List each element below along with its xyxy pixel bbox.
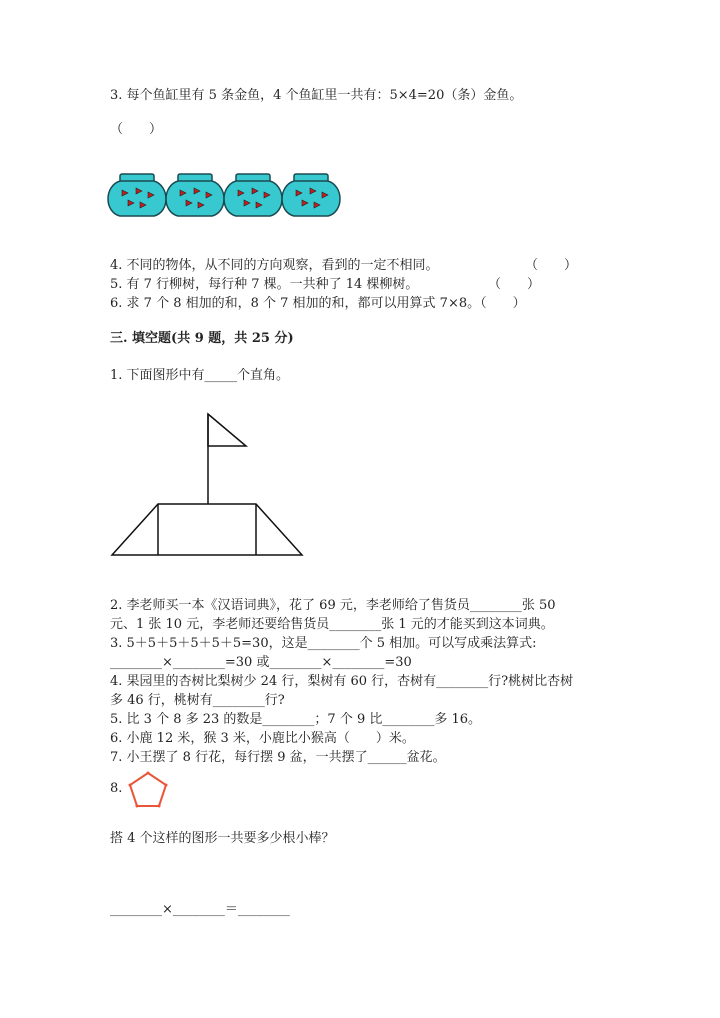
- fill-q5: 5. 比 3 个 8 多 23 的数是________；7 个 9 比________多 16。: [110, 712, 482, 727]
- judge-q3-paren[interactable]: （ ）: [110, 122, 163, 137]
- fishbowl-icon: [224, 174, 282, 216]
- judge-q3: 3. 每个鱼缸里有 5 条金鱼，4 个鱼缸里一共有：5×4=20（条）金鱼。: [110, 88, 523, 103]
- judge-q4-paren[interactable]: （ ）: [525, 258, 578, 273]
- fill-q1: 1. 下面图形中有_____个直角。: [110, 368, 290, 383]
- judge-q6: 6. 求 7 个 8 相加的和，8 个 7 相加的和，都可以用算式 7×8。（ ）: [110, 296, 526, 311]
- fill-q2-line2: 元、1 张 10 元，李老师还要给售货员________张 1 元的才能买到这本词典。: [110, 617, 554, 632]
- fill-q3-line1: 3. 5＋5＋5＋5＋5＋5=30，这是________个 5 相加。可以写成乘法算式:: [110, 636, 537, 651]
- section-title: 三. 填空题(共 9 题，共 25 分): [110, 331, 294, 346]
- fill-q6: 6. 小鹿 12 米，猴 3 米，小鹿比小猴高（ ）米。: [110, 731, 415, 746]
- fill-q8-formula: ________×________＝________: [110, 902, 290, 917]
- judge-q4: 4. 不同的物体，从不同的方向观察，看到的一定不相同。: [110, 258, 439, 273]
- fill-q7: 7. 小王摆了 8 行花，每行摆 9 盆，一共摆了______盆花。: [110, 750, 446, 765]
- judge-q5: 5. 有 7 行柳树，每行种 7 棵。一共种了 14 棵柳树。: [110, 277, 419, 292]
- fishbowl-row: [108, 172, 348, 222]
- fishbowl-icon: [282, 174, 340, 216]
- fishbowl-icon: [166, 174, 224, 216]
- fill-q3-line2: ________×________=30 或________×________=30: [110, 655, 412, 670]
- fill-q8-number: 8.: [110, 781, 123, 796]
- fill-q4-line1: 4. 果园里的杏树比梨树少 24 行，梨树有 60 行，杏树有________行?桃树比杏树: [110, 674, 574, 689]
- flag-figure: [110, 412, 310, 562]
- pentagon-icon: [126, 770, 170, 810]
- fill-q2-line1: 2. 李老师买一本《汉语词典》，花了 69 元，李老师给了售货员________张 50: [110, 598, 556, 613]
- fill-q8-question: 搭 4 个这样的图形一共要多少根小棒？: [110, 831, 335, 846]
- judge-q5-paren[interactable]: （ ）: [488, 277, 541, 292]
- fishbowl-icon: [108, 174, 166, 216]
- fill-q4-line2: 多 46 行，桃树有________行?: [110, 693, 285, 708]
